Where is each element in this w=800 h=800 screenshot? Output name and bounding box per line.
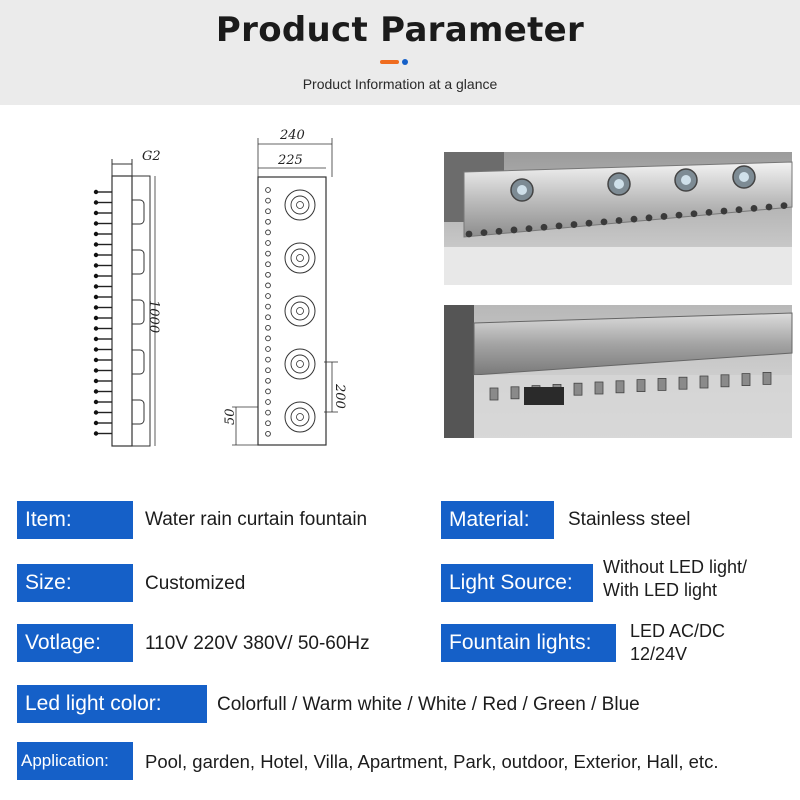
photo-fitting xyxy=(742,374,750,386)
product-photo-top xyxy=(444,152,792,285)
side-view-drawing xyxy=(80,140,170,460)
photo-nozzle xyxy=(616,217,623,224)
side-light-housing xyxy=(132,300,144,324)
side-nozzle-tip xyxy=(94,221,98,225)
value-voltage: 110V 220V 380V/ 50-60Hz xyxy=(145,633,370,654)
side-nozzle-tip xyxy=(94,347,98,351)
value-light-source-line2: With LED light xyxy=(603,580,718,600)
photo-nozzle xyxy=(556,223,563,230)
label-led-color: Led light color: xyxy=(17,685,207,723)
front-nozzle-hole xyxy=(266,272,271,277)
front-light-ring xyxy=(285,190,315,220)
label-fountain-lights: Fountain lights: xyxy=(441,624,616,662)
label-voltage: Votlage: xyxy=(17,624,133,662)
side-nozzle-tip xyxy=(94,316,98,320)
photo-fitting xyxy=(616,381,624,393)
side-nozzle-tip xyxy=(94,232,98,236)
front-nozzle-hole xyxy=(266,410,271,415)
photo-fitting xyxy=(700,376,708,388)
side-nozzle-tip xyxy=(94,431,98,435)
photo-fitting xyxy=(574,383,582,395)
front-light-ring xyxy=(285,402,315,432)
side-nozzle-tip xyxy=(94,358,98,362)
side-nozzle-tip xyxy=(94,200,98,204)
photo-connector xyxy=(524,387,564,405)
side-nozzle-tip xyxy=(94,379,98,383)
front-nozzle-hole xyxy=(266,389,271,394)
photo-nozzle xyxy=(601,218,608,225)
side-nozzle-tip xyxy=(94,242,98,246)
front-light-ring xyxy=(285,349,315,379)
side-light-housing xyxy=(132,350,144,374)
photo-nozzle xyxy=(541,224,548,231)
front-nozzle-hole xyxy=(266,209,271,214)
side-nozzle-tip xyxy=(94,263,98,267)
photo-nozzle xyxy=(706,209,713,216)
side-nozzle-tip xyxy=(94,295,98,299)
bottom-offset-label: 50 xyxy=(223,408,238,425)
front-nozzle-hole xyxy=(266,336,271,341)
front-light-ring xyxy=(285,243,315,273)
photo-nozzle xyxy=(676,212,683,219)
front-nozzle-hole xyxy=(266,251,271,256)
side-nozzle-tip xyxy=(94,305,98,309)
photo-fitting xyxy=(679,377,687,389)
value-application: Pool, garden, Hotel, Villa, Apartment, Park, outdoor, Exterior, Hall, etc. xyxy=(145,751,719,772)
side-nozzle-tip xyxy=(94,253,98,257)
top-width-inner-label: 225 xyxy=(278,153,303,168)
label-material: Material: xyxy=(441,501,554,539)
photo-nozzle xyxy=(766,204,773,211)
side-light-housing xyxy=(132,200,144,224)
front-light-inner xyxy=(291,249,309,267)
side-nozzle-tip xyxy=(94,211,98,215)
photo-nozzle xyxy=(661,213,668,220)
value-fountain-lights-line2: 12/24V xyxy=(630,644,688,664)
value-material: Stainless steel xyxy=(568,509,691,530)
photo-nozzle xyxy=(526,225,533,232)
photo-light-lens xyxy=(739,172,749,182)
value-light-source-line1: Without LED light/ xyxy=(603,557,748,577)
spacing-label: 200 xyxy=(332,384,347,409)
height-label: 1000 xyxy=(146,300,161,334)
photo-nozzle xyxy=(781,202,788,209)
photo-fitting xyxy=(595,382,603,394)
product-photo-bottom xyxy=(444,305,792,438)
front-light-center xyxy=(297,361,304,368)
front-nozzle-hole xyxy=(266,421,271,426)
front-light-center xyxy=(297,255,304,262)
front-nozzle-hole xyxy=(266,188,271,193)
photo-nozzle xyxy=(496,228,503,235)
front-light-ring xyxy=(285,296,315,326)
side-nozzle-tip xyxy=(94,389,98,393)
photo-nozzle xyxy=(691,210,698,217)
front-light-inner xyxy=(291,196,309,214)
photo-nozzle xyxy=(646,214,653,221)
front-nozzle-hole xyxy=(266,294,271,299)
front-nozzle-hole xyxy=(266,431,271,436)
title-accent-bar xyxy=(380,60,399,64)
front-light-center xyxy=(297,308,304,315)
front-light-inner xyxy=(291,408,309,426)
front-light-inner xyxy=(291,302,309,320)
label-size: Size: xyxy=(17,564,133,602)
value-fountain-lights-line1: LED AC/DC xyxy=(630,621,726,641)
front-nozzle-hole xyxy=(266,198,271,203)
photo-fitting xyxy=(763,372,771,384)
front-nozzle-hole xyxy=(266,230,271,235)
side-nozzle-tip xyxy=(94,368,98,372)
side-light-housing xyxy=(132,250,144,274)
photo-nozzle xyxy=(571,221,578,228)
page-title: Product Parameter xyxy=(215,10,585,50)
front-nozzle-hole xyxy=(266,378,271,383)
photo-light-lens xyxy=(681,175,691,185)
photo-nozzle xyxy=(481,229,488,236)
front-nozzle-hole xyxy=(266,304,271,309)
front-nozzle-hole xyxy=(266,325,271,330)
side-nozzle-tip xyxy=(94,190,98,194)
front-nozzle-hole xyxy=(266,315,271,320)
front-light-inner xyxy=(291,355,309,373)
header-banner xyxy=(0,0,800,105)
photo-fitting xyxy=(721,375,729,387)
front-view-drawing xyxy=(223,122,368,462)
photo-fitting xyxy=(637,380,645,392)
side-nozzle-tip xyxy=(94,284,98,288)
photo-nozzle xyxy=(466,231,473,238)
side-nozzle-tip xyxy=(94,421,98,425)
photo-nozzle xyxy=(721,208,728,215)
value-size: Customized xyxy=(145,573,246,594)
front-nozzle-hole xyxy=(266,219,271,224)
side-width-label: G2 xyxy=(142,149,161,164)
photo-nozzle xyxy=(631,216,638,223)
front-nozzle-hole xyxy=(266,357,271,362)
front-nozzle-hole xyxy=(266,283,271,288)
label-light-source: Light Source: xyxy=(441,564,593,602)
front-light-center xyxy=(297,202,304,209)
side-nozzle-tip xyxy=(94,326,98,330)
side-nozzle-tip xyxy=(94,400,98,404)
photo-fitting xyxy=(490,388,498,400)
photo-nozzle xyxy=(511,227,518,234)
side-nozzle-tip xyxy=(94,337,98,341)
photo-fitting xyxy=(511,387,519,399)
front-light-center xyxy=(297,414,304,421)
photo-light-lens xyxy=(517,185,527,195)
top-width-outer-label: 240 xyxy=(280,128,305,143)
label-item: Item: xyxy=(17,501,133,539)
front-nozzle-hole xyxy=(266,241,271,246)
side-nozzle-tip xyxy=(94,410,98,414)
page-subtitle: Product Information at a glance xyxy=(302,76,498,92)
side-nozzle-tip xyxy=(94,274,98,278)
value-item: Water rain curtain fountain xyxy=(145,509,368,530)
front-nozzle-hole xyxy=(266,368,271,373)
photo-nozzle xyxy=(751,205,758,212)
label-application: Application: xyxy=(17,742,133,780)
front-nozzle-hole xyxy=(266,347,271,352)
front-nozzle-hole xyxy=(266,262,271,267)
title-accent-dot xyxy=(402,59,408,65)
value-led-color: Colorfull / Warm white / White / Red / Green / Blue xyxy=(217,694,640,715)
side-light-housing xyxy=(132,400,144,424)
photo-light-lens xyxy=(614,179,624,189)
photo-fitting xyxy=(658,378,666,390)
photo-nozzle xyxy=(736,206,743,213)
photo-nozzle xyxy=(586,220,593,227)
front-nozzle-hole xyxy=(266,400,271,405)
